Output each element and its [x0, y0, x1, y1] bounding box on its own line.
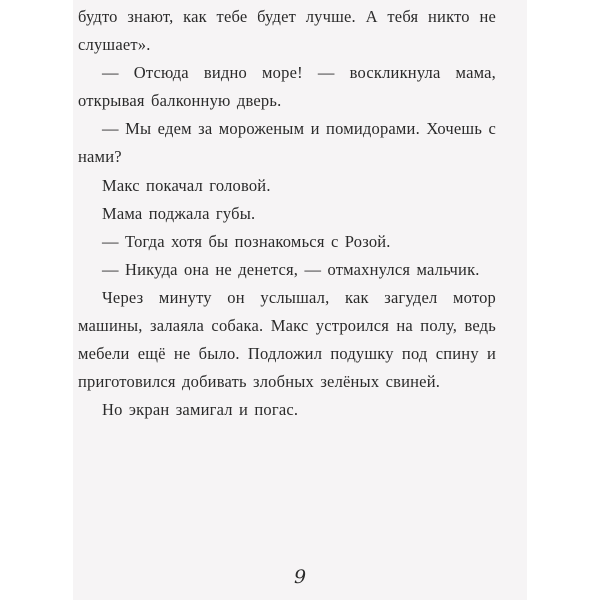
book-page	[73, 0, 527, 600]
paragraph: — Мы едем за мороженым и помидорами. Хочешь с нами?	[78, 119, 496, 167]
paragraph: — Тогда хотя бы познакомься с Розой.	[102, 231, 391, 251]
paragraph: Макс покачал головой.	[102, 175, 271, 195]
paragraph: — Никуда она не денется, — отмахнулся мальчик.	[102, 259, 480, 279]
paragraph: Но экран замигал и погас.	[102, 400, 299, 420]
page-number: 9	[293, 566, 307, 588]
paragraph: Мама поджала губы.	[102, 203, 256, 223]
paragraph: — Отсюда видно море! — воскликнула мама, открывая балконную дверь.	[78, 63, 496, 111]
paragraph: будто знают, как тебе будет лучше. А тебя никто не слушает».	[78, 7, 496, 55]
paragraph: Через минуту он услышал, как загудел мотор машины, залаяла собака. Макс устроился на полу, ведь мебели ещё не было. Подложил подушку под спину и приготовился добивать злобных зелёных свиней.	[78, 287, 496, 392]
page-body-text	[78, 3, 496, 424]
